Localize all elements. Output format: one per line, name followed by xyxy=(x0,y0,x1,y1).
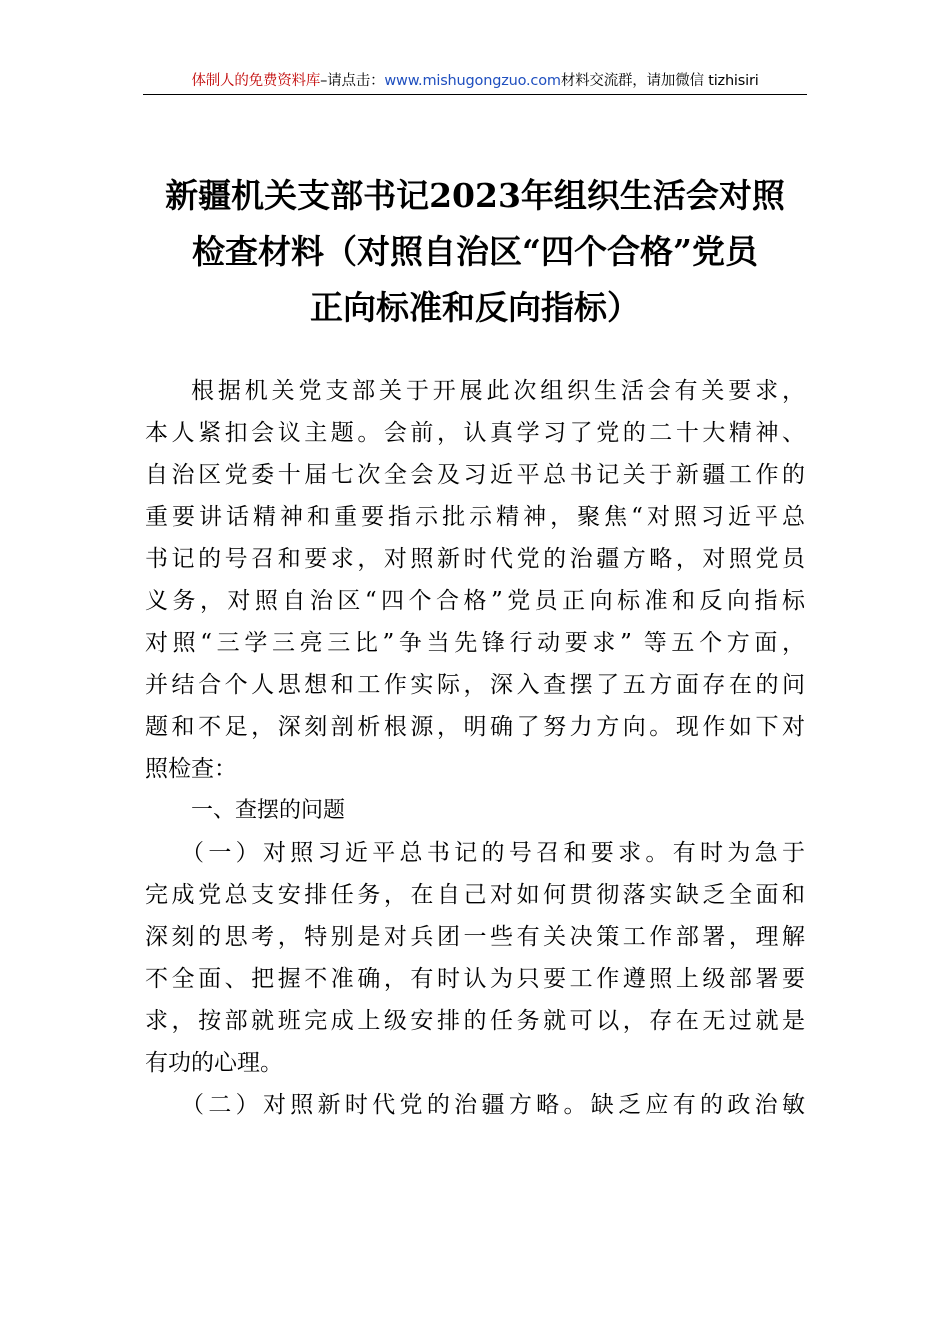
title-line: 新疆机关支部书记2023年组织生活会对照 xyxy=(165,176,785,215)
title-line: 正向标准和反向指标） xyxy=(310,288,640,327)
intro-paragraph-line: 并结合个人思想和工作实际，深入查摆了五方面存在的问 xyxy=(145,672,805,698)
intro-paragraph-line: 本人紧扣会议主题。会前，认真学习了党的二十大精神、 xyxy=(145,420,805,446)
item1-paragraph-line: 深刻的思考，特别是对兵团一些有关决策工作部署，理解 xyxy=(145,924,805,950)
header-url-link[interactable]: www.mishugongzuo.com xyxy=(384,73,561,89)
item1-paragraph-line: 不全面、把握不准确，有时认为只要工作遵照上级部署要 xyxy=(145,966,805,992)
item1-paragraph-line: 求，按部就班完成上级安排的任务就可以，存在无过就是 xyxy=(145,1008,805,1034)
document-body xyxy=(145,370,805,1126)
item1-paragraph-line: （一）对照习近平总书记的号召和要求。有时为急于 xyxy=(181,840,805,866)
section-heading: 一、查摆的问题 xyxy=(191,798,346,823)
header-prompt: –请点击： xyxy=(320,73,385,89)
intro-paragraph-line: 对照“三学三亮三比”争当先锋行动要求” 等五个方面， xyxy=(145,630,805,656)
intro-paragraph-line: 根据机关党支部关于开展此次组织生活会有关要求， xyxy=(191,378,805,404)
intro-paragraph-line: 义务，对照自治区“四个合格”党员正向标准和反向指标 xyxy=(145,588,805,614)
intro-paragraph-line: 书记的号召和要求，对照新时代党的治疆方略，对照党员 xyxy=(145,546,805,572)
header-contact: 材料交流群，请加微信 tizhisiri xyxy=(560,73,759,89)
item1-paragraph-line: 有功的心理。 xyxy=(145,1050,283,1076)
intro-paragraph-line: 自治区党委十届七次全会及习近平总书记关于新疆工作的 xyxy=(145,462,805,488)
header-brand: 体制人的免费资料库 xyxy=(191,73,321,89)
document-title xyxy=(130,168,820,336)
page-header xyxy=(143,68,807,95)
intro-paragraph-line: 题和不足，深刻剖析根源，明确了努力方向。现作如下对 xyxy=(145,714,805,740)
item1-paragraph-line: 完成党总支安排任务，在自己对如何贯彻落实缺乏全面和 xyxy=(145,882,805,908)
item2-paragraph-line: （二）对照新时代党的治疆方略。缺乏应有的政治敏 xyxy=(181,1092,805,1118)
intro-paragraph-line: 照检查： xyxy=(145,756,237,782)
title-line: 检查材料（对照自治区“四个合格”党员 xyxy=(192,232,758,271)
intro-paragraph-line: 重要讲话精神和重要指示批示精神，聚焦“对照习近平总 xyxy=(145,504,805,530)
